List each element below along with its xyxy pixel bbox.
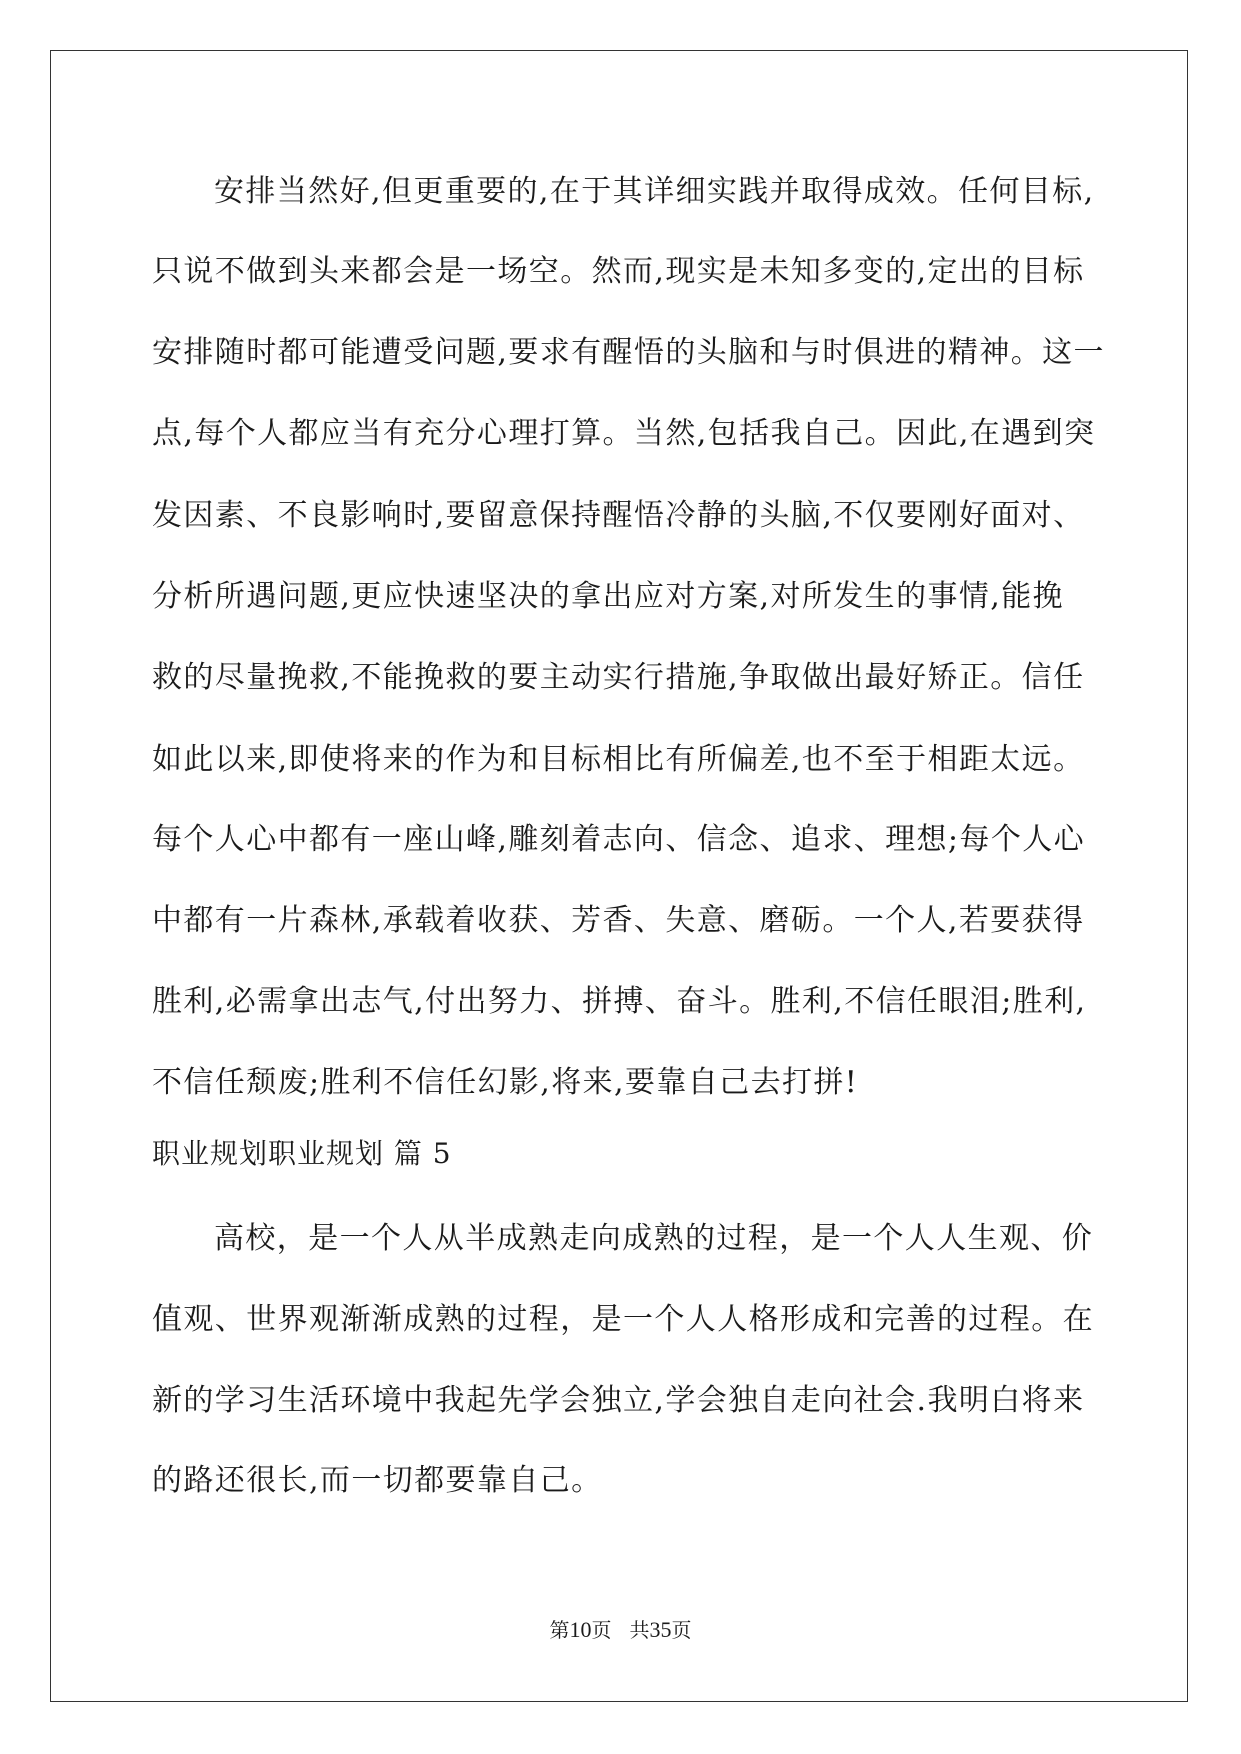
page-footer (0, 1618, 1241, 1643)
section-heading: 职业规划职业规划 篇 5 (152, 1137, 452, 1170)
page-suffix: 页 (591, 1620, 612, 1642)
page-prefix: 第 (549, 1620, 570, 1642)
paragraph-1-line-7: 救的尽量挽救,不能挽救的要主动实行措施,争取做出最好矫正。信任 (152, 660, 1085, 695)
paragraph-1-line-6: 分析所遇问题,更应快速坚决的拿出应对方案,对所发生的事情,能挽 (152, 579, 1065, 614)
paragraph-1-line-5: 发因素、不良影响时,要留意保持醒悟冷静的头脑,不仅要刚好面对、 (152, 498, 1085, 533)
paragraph-2-line-4: 的路还很长,而一切都要靠自己。 (152, 1463, 603, 1498)
paragraph-2-line-3: 新的学习生活环境中我起先学会独立,学会独自走向社会.我明白将来 (152, 1383, 1085, 1418)
paragraph-1-line-11: 胜利,必需拿出志气,付出努力、拼搏、奋斗。胜利,不信任眼泪;胜利, (152, 984, 1087, 1019)
total-suffix: 页 (671, 1620, 692, 1642)
paragraph-1-line-12: 不信任颓废;胜利不信任幻影,将来,要靠自己去打拼! (152, 1065, 859, 1100)
paragraph-1-line-4: 点,每个人都应当有充分心理打算。当然,包括我自己。因此,在遇到突 (152, 416, 1096, 451)
paragraph-1-line-9: 每个人心中都有一座山峰,雕刻着志向、信念、追求、理想;每个人心 (152, 822, 1086, 857)
paragraph-1-line-8: 如此以来,即使将来的作为和目标相比有所偏差,也不至于相距太远。 (152, 742, 1085, 777)
page-border (50, 50, 1188, 1702)
paragraph-1-line-2: 只说不做到头来都会是一场空。然而,现实是未知多变的,定出的目标 (152, 254, 1085, 289)
paragraph-1-line-1: 安排当然好,但更重要的,在于其详细实践并取得成效。任何目标, (214, 174, 1095, 209)
total-prefix: 共 (629, 1620, 650, 1642)
total-page-number: 35 (649, 1617, 672, 1642)
current-page-number: 10 (569, 1617, 592, 1642)
paragraph-1-line-3: 安排随时都可能遭受问题,要求有醒悟的头脑和与时俱进的精神。这一 (152, 335, 1105, 370)
paragraph-1-line-10: 中都有一片森林,承载着收获、芳香、失意、磨砺。一个人,若要获得 (152, 903, 1085, 938)
paragraph-2-line-1: 高校，是一个人从半成熟走向成熟的过程，是一个人人生观、价 (214, 1221, 1094, 1256)
paragraph-2-line-2: 值观、世界观渐渐成熟的过程，是一个人人格形成和完善的过程。在 (152, 1302, 1094, 1337)
